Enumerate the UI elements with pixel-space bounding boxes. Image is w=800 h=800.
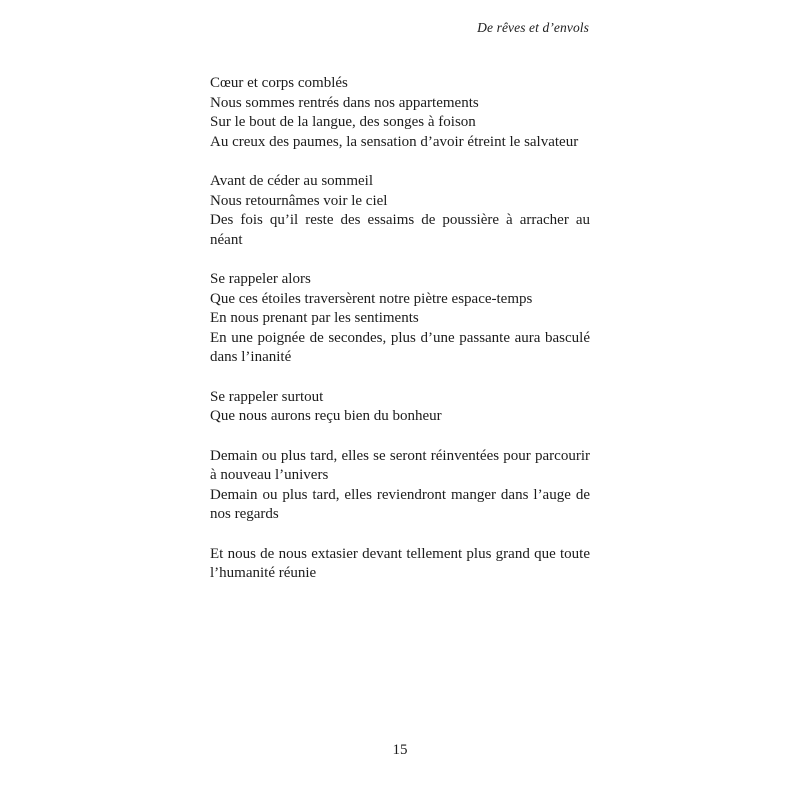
poem-line: Avant de céder au sommeil xyxy=(210,173,373,189)
stanza-4 xyxy=(210,388,590,427)
poem-line: Demain ou plus tard, elles se seront réinventées pour parcourir à nouveau l’univers xyxy=(210,447,590,483)
poem-line: Cœur et corps comblés xyxy=(210,75,348,91)
poem-line: En nous prenant par les sentiments xyxy=(210,310,419,326)
stanza-1 xyxy=(210,74,590,152)
page-number: 15 xyxy=(392,742,408,758)
poem-line: Se rappeler surtout xyxy=(210,388,324,405)
poem-line: Que nous aurons reçu bien du bonheur xyxy=(210,408,442,424)
poem-line: Que ces étoiles traversèrent notre piètre espace-temps xyxy=(210,290,533,307)
poem-line: En une poignée de secondes, plus d’une passante aura basculé dans l’inanité xyxy=(210,329,590,365)
poem-body xyxy=(210,74,590,604)
poem-line: Demain ou plus tard, elles reviendront manger dans l’auge de nos regards xyxy=(210,486,590,522)
running-header-title: De rêves et d’envols xyxy=(477,20,589,35)
stanza-6 xyxy=(210,545,590,584)
poem-line: Sur le bout de la langue, des songes à foison xyxy=(210,114,476,130)
stanza-3 xyxy=(210,270,590,368)
stanza-5 xyxy=(210,447,590,525)
poem-line: Se rappeler alors xyxy=(210,271,311,287)
poem-line: Nous retournâmes voir le ciel xyxy=(210,192,388,209)
poem-line: Et nous de nous extasier devant tellement plus grand que toute l’humanité réunie xyxy=(210,545,590,581)
poem-line: Au creux des paumes, la sensation d’avoir étreint le salvateur xyxy=(210,133,579,150)
stanza-2 xyxy=(210,172,590,250)
poem-line: Des fois qu’il reste des essaims de poussière à arracher au néant xyxy=(210,212,590,248)
poem-line: Nous sommes rentrés dans nos appartements xyxy=(210,94,479,111)
